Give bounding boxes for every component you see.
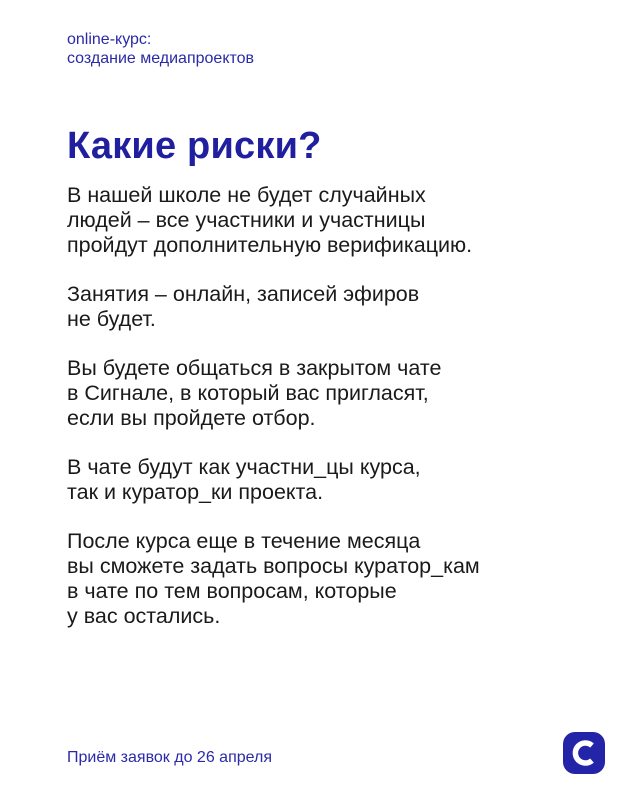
text-line: В чате будут как участни_цы курса,: [67, 455, 421, 479]
application-deadline: Приём заявок до 26 апреля: [67, 749, 272, 766]
paragraph-after-course: [67, 529, 607, 629]
course-header: [67, 30, 254, 68]
text-line: пройдут дополнительную верификацию.: [67, 233, 473, 257]
text-line: В нашей школе не будет случайных: [67, 183, 426, 207]
text-line: так и куратор_ки проекта.: [67, 480, 324, 504]
text-line: не будет.: [67, 307, 156, 331]
text-line: Занятия – онлайн, записей эфиров: [67, 282, 420, 306]
text-line: в Сигнале, в который вас пригласят,: [67, 381, 429, 405]
page-title: Какие риски?: [67, 125, 322, 167]
body-text: [67, 183, 607, 653]
course-type-label: online-курс:: [67, 31, 152, 48]
paragraph-chat-members: [67, 455, 607, 505]
text-line: вы сможете задать вопросы куратор_кам: [67, 554, 480, 578]
text-line: если вы пройдете отбор.: [67, 406, 316, 430]
paragraph-signal-chat: [67, 356, 607, 431]
course-name-label: создание медиапроектов: [67, 50, 255, 67]
text-line: у вас остались.: [67, 604, 221, 628]
text-line: Вы будете общаться в закрытом чате: [67, 356, 442, 380]
paragraph-verification: [67, 183, 607, 258]
text-line: людей – все участники и участницы: [67, 208, 426, 232]
text-line: После курса еще в течение месяца: [67, 529, 421, 553]
text-line: в чате по тем вопросам, которые: [67, 579, 397, 603]
brand-c-logo-icon: [563, 732, 605, 774]
paragraph-online-classes: [67, 282, 607, 332]
